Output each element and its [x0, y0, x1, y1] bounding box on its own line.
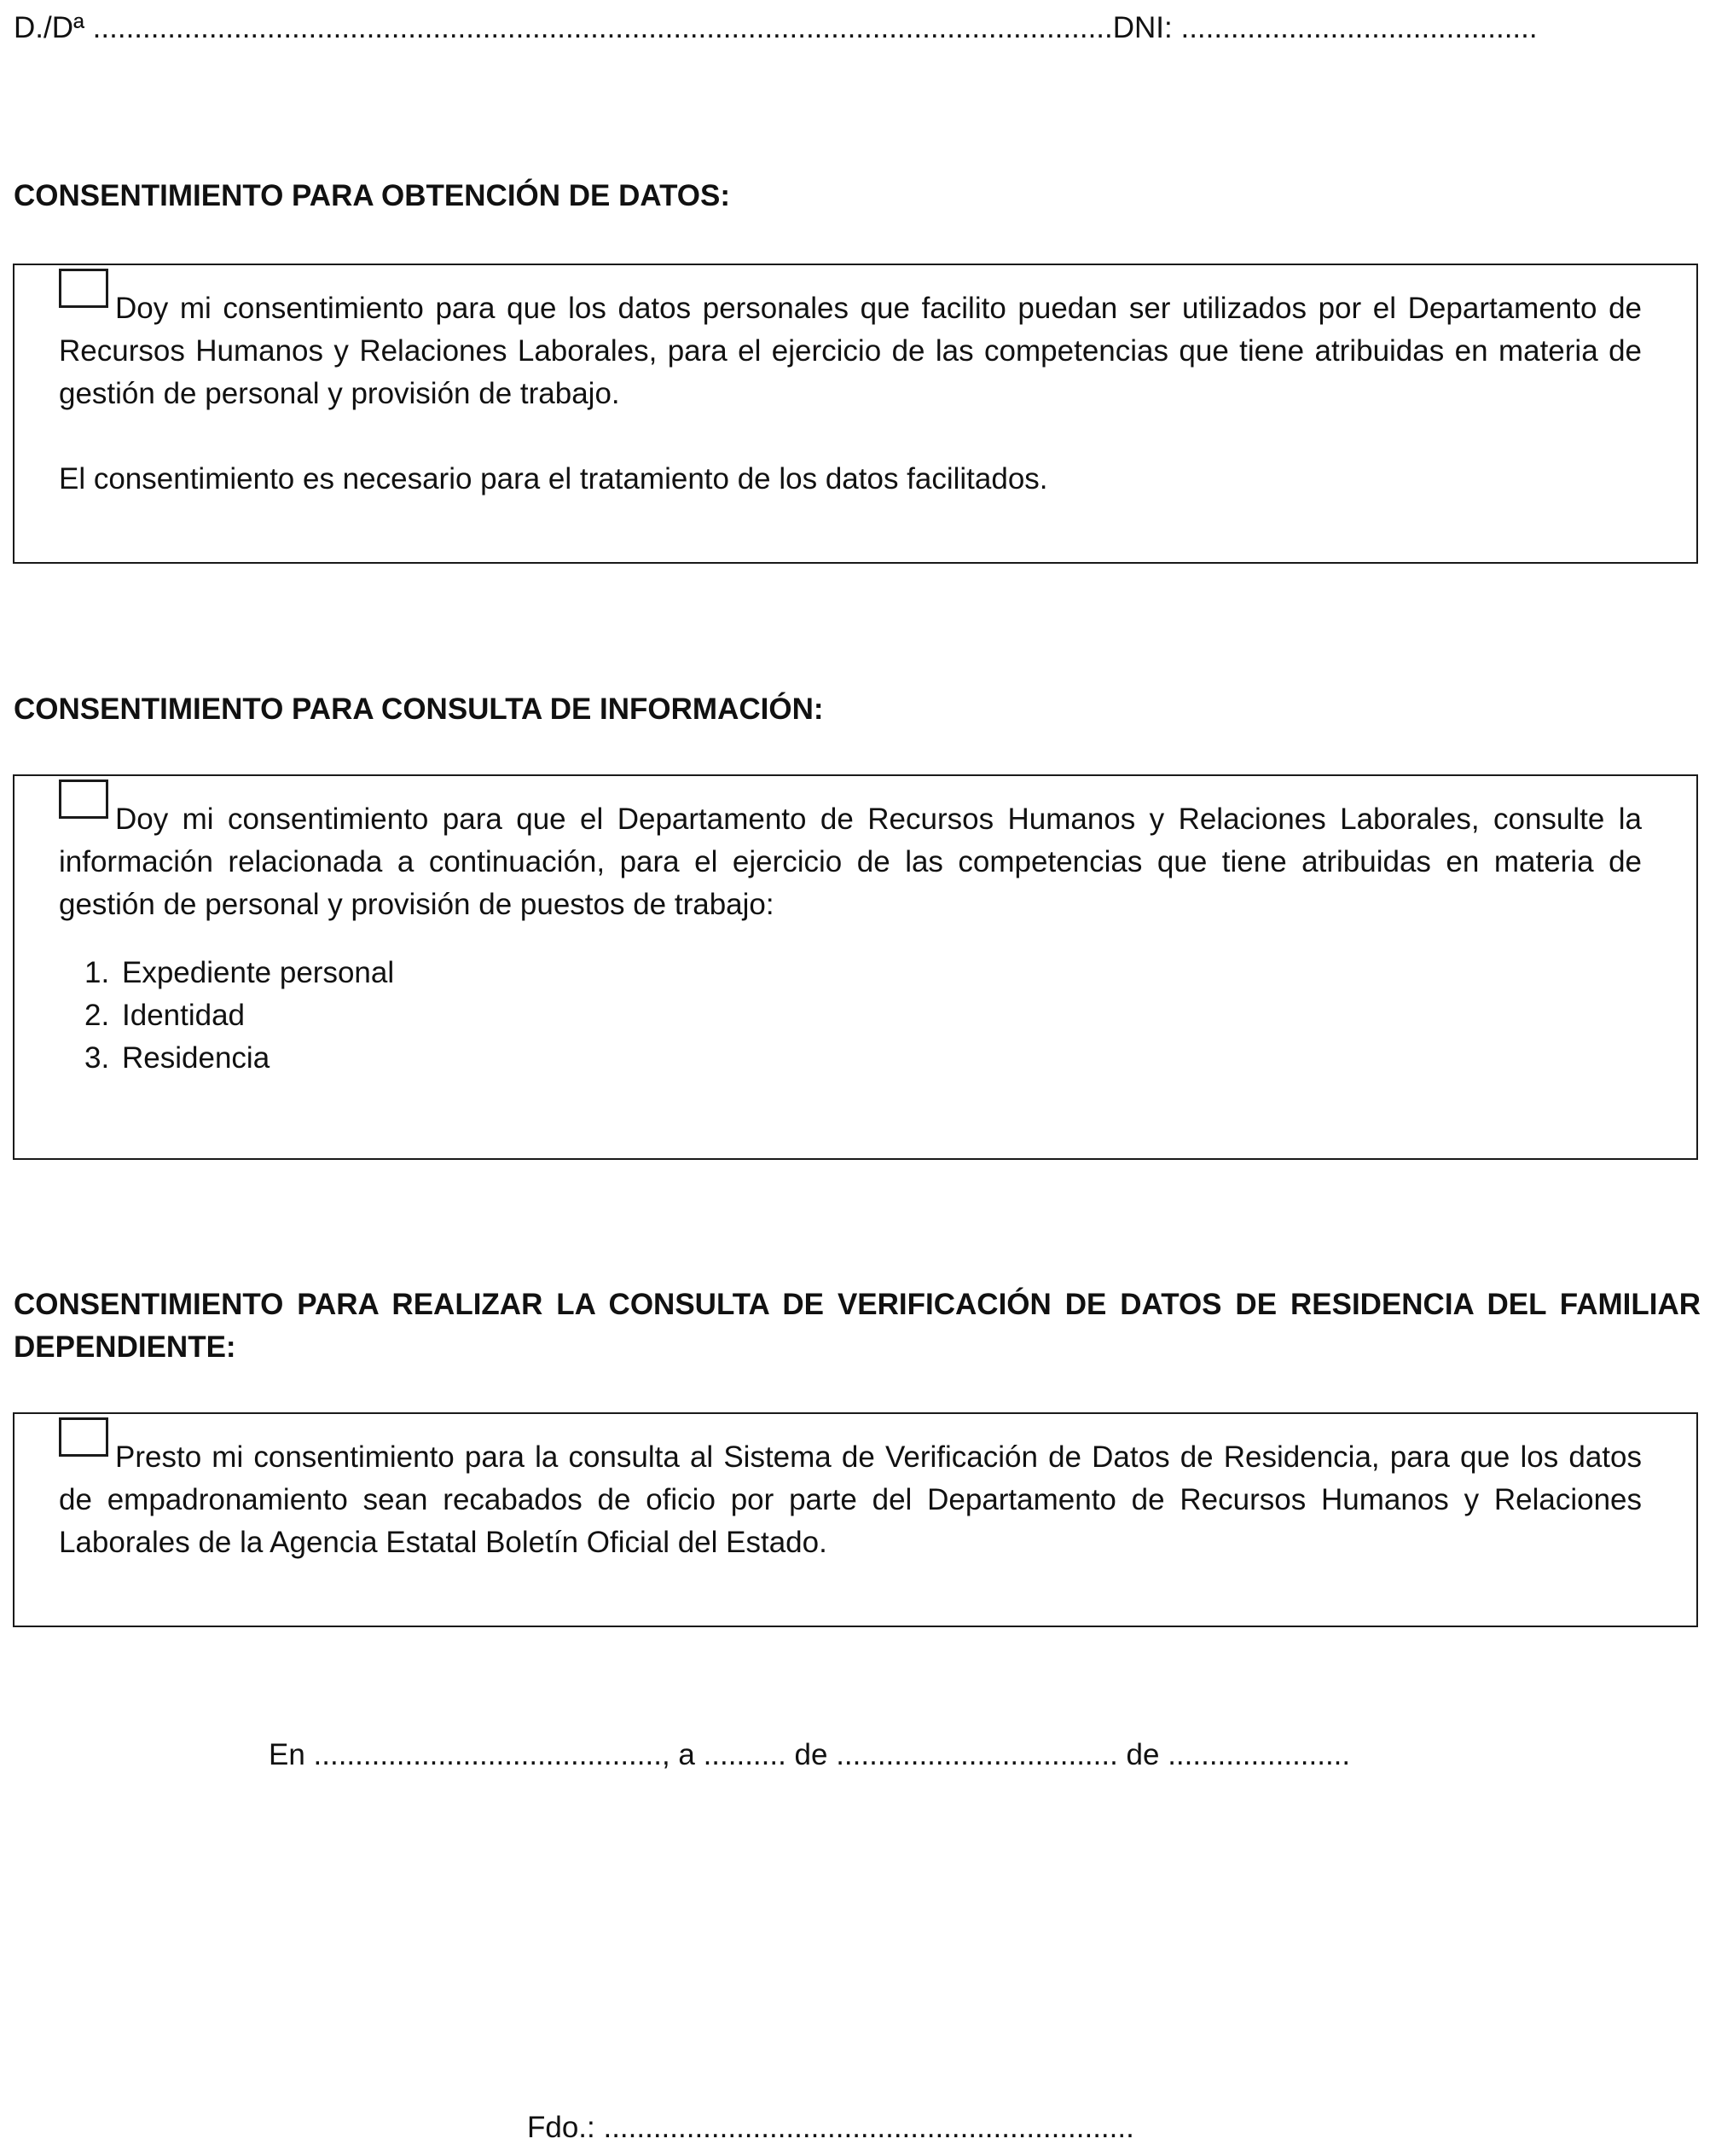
consent-box-consulta [13, 774, 1698, 1160]
list-item [59, 994, 1642, 1037]
consent-checkbox-consulta[interactable] [59, 780, 108, 819]
consent-box-content [59, 795, 1642, 1080]
consent-text-consulta: Doy mi consentimiento para que el Departamento de Recursos Humanos y Relaciones Laborales, consulte la información relacionada a continuación, para el ejercicio de las competencias que tiene atribuidas en materia de gestión de personal y provisión de puestos de trabajo: [59, 803, 1642, 921]
section-title-consulta: CONSENTIMIENTO PARA CONSULTA DE INFORMACIÓN: [14, 693, 824, 726]
consent-note: El consentimiento es necesario para el tratamiento de los datos facilitados. [59, 462, 1048, 496]
list-item-number: 2. [84, 999, 110, 1032]
consent-box-verificacion [13, 1412, 1698, 1627]
consent-paragraph [59, 284, 1642, 415]
name-dni-line[interactable]: D./Dª ...........................................................................................................................DNI: ........................................... [14, 11, 1538, 44]
consent-box-content [59, 284, 1642, 501]
consent-text-obtencion: Doy mi consentimiento para que los datos personales que facilito puedan ser utilizados por el Departamento de Recursos Humanos y Relaciones Laborales, para el ejercicio de las competencias que tiene atribuidas en materia de gestión de personal y provisión de trabajo. [59, 292, 1642, 410]
place-date-line[interactable]: En .........................................., a .......... de .................................. de ...................... [269, 1738, 1351, 1771]
consent-checkbox-obtencion[interactable] [59, 269, 108, 308]
list-item-label: Residencia [122, 1041, 270, 1075]
list-item [59, 952, 1642, 994]
list-item-label: Identidad [122, 999, 246, 1032]
section-title-verificacion: CONSENTIMIENTO PARA REALIZAR LA CONSULTA DE VERIFICACIÓN DE DATOS DE RESIDENCIA DEL FAMILIAR DEPENDIENTE: [14, 1288, 1701, 1364]
list-item-number: 3. [84, 1041, 110, 1075]
information-list [59, 952, 1642, 1080]
consent-box-content [59, 1433, 1642, 1564]
list-item-label: Expediente personal [122, 956, 395, 989]
signature-line[interactable]: Fdo.: ................................................................ [527, 2111, 1134, 2144]
section-title-obtencion: CONSENTIMIENTO PARA OBTENCIÓN DE DATOS: [14, 179, 731, 212]
consent-paragraph [59, 795, 1642, 926]
list-item [59, 1037, 1642, 1080]
list-item-number: 1. [84, 956, 110, 989]
consent-paragraph [59, 1433, 1642, 1564]
consent-box-obtencion [13, 264, 1698, 564]
consent-checkbox-verificacion[interactable] [59, 1417, 108, 1457]
consent-text-verificacion: Presto mi consentimiento para la consulta al Sistema de Verificación de Datos de Residencia, para que los datos de empadronamiento sean recabados de oficio por parte del Departamento de Recursos Humanos y Relaciones Laborales de la Agencia Estatal Boletín Oficial del Estado. [59, 1440, 1642, 1559]
